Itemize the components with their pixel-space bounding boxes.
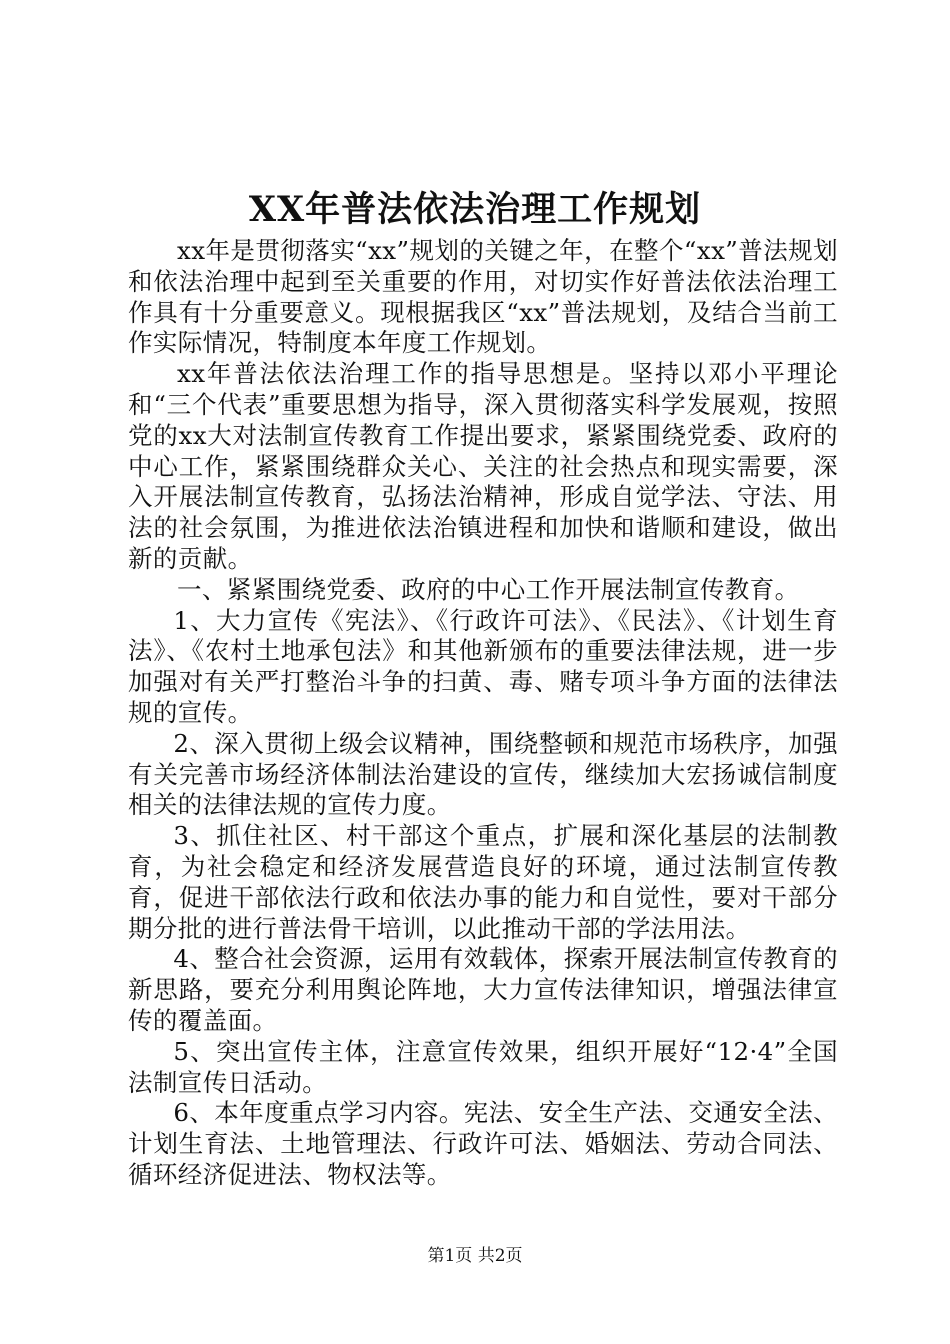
list-item-6: 6、本年度重点学习内容。宪法、安全生产法、交通安全法、计划生育法、土地管理法、行政许可法、婚姻法、劳动合同法、循环经济促进法、物权法等。 [128,1098,838,1189]
page-indicator: 第1页 共2页 [427,1246,523,1266]
list-item-3: 3、抓住社区、村干部这个重点，扩展和深化基层的法制教育，为社会稳定和经济发展营造良好的环境，通过法制宣传教育，促进干部依法行政和依法办事的能力和自觉性，要对干部分期分批的进行普法骨干培训，以此推动干部的学法用法。 [128,821,838,943]
document-body [128,236,838,1191]
list-item-5: 5、突出宣传主体，注意宣传效果，组织开展好“12·4”全国法制宣传日活动。 [128,1036,838,1097]
document-title: XX年普法依法治理工作规划 [248,189,702,230]
list-item-2: 2、深入贯彻上级会议精神，围绕整顿和规范市场秩序，加强有关完善市场经济体制法治建设的宣传，继续加大宏扬诚信制度相关的法律法规的宣传力度。 [128,728,838,820]
list-item-4: 4、整合社会资源，运用有效载体，探索开展法制宣传教育的新思路，要充分利用舆论阵地，大力宣传法律知识，增强法律宣传的覆盖面。 [128,944,838,1035]
list-item-1: 1、大力宣传《宪法》、《行政许可法》、《民法》、《计划生育法》、《农村土地承包法》和其他新颁布的重要法律法规，进一步加强对有关严打整治斗争的扫黄、毒、赌专项斗争方面的法律法规的宣传。 [128,605,838,727]
paragraph-intro: xx年是贯彻落实“xx”规划的关键之年，在整个“xx”普法规划和依法治理中起到至关重要的作用，对切实作好普法依法治理工作具有十分重要意义。现根据我区“xx”普法规划，及结合当前工作实际情况，特制度本年度工作规划。 [128,236,838,358]
section-heading-1: 一、紧紧围绕党委、政府的中心工作开展法制宣传教育。 [177,574,800,604]
paragraph-guiding-ideology: xx年普法依法治理工作的指导思想是。坚持以邓小平理论和“三个代表”重要思想为指导，深入贯彻落实科学发展观，按照党的xx大对法制宣传教育工作提出要求，紧紧围绕党委、政府的中心工作，紧紧围绕群众关心、关注的社会热点和现实需要，深入开展法制宣传教育，弘扬法治精神，形成自觉学法、守法、用法的社会氛围，为推进依法治镇进程和加快和谐顺和建设，做出新的贡献。 [128,359,838,573]
